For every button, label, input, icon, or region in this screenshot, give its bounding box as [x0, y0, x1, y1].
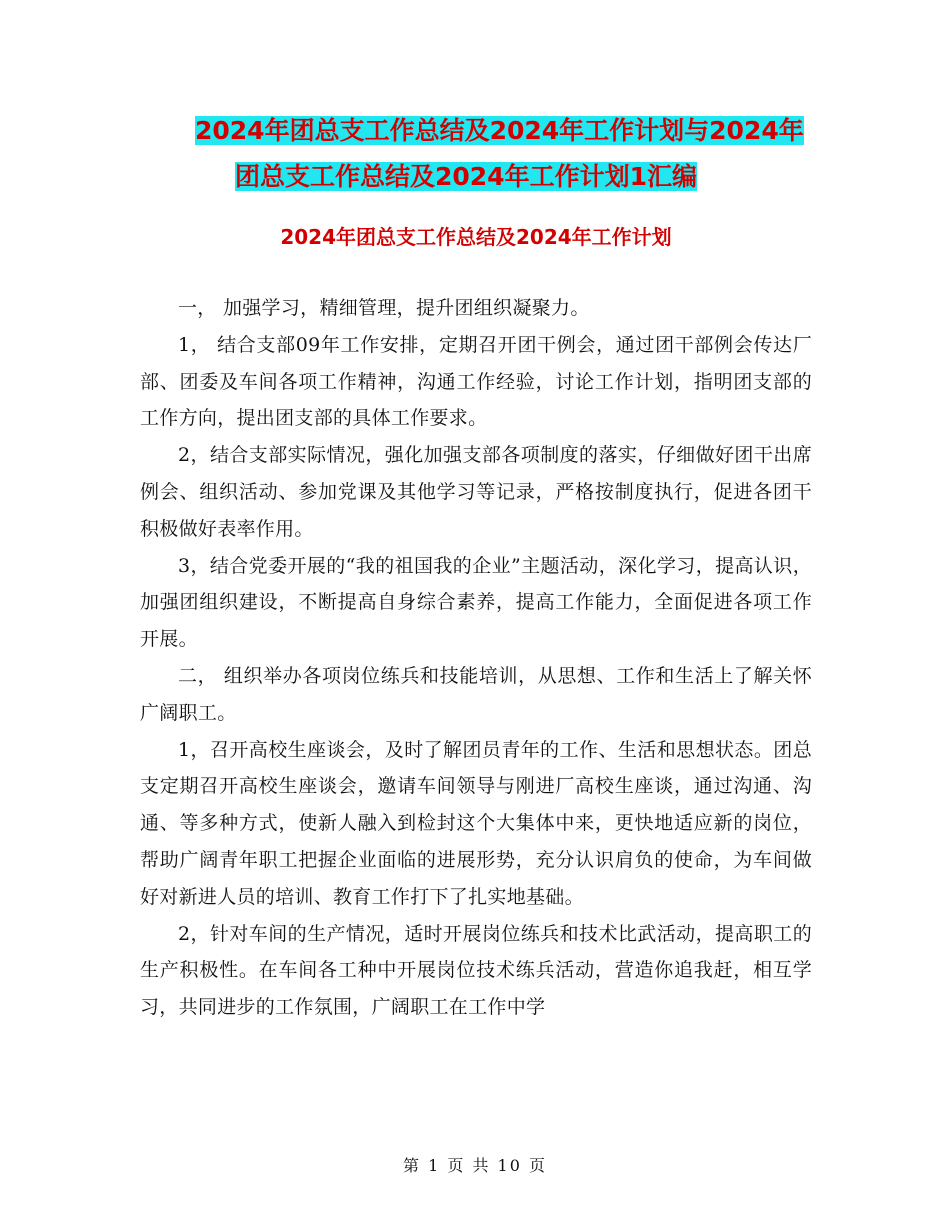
title-line-2 [140, 154, 820, 200]
page-footer: 第 1 页 共 10 页 [403, 1156, 547, 1175]
paragraph: 3，结合党委开展的“我的祖国我的企业”主题活动，深化学习，提高认识，加强团组织建设，不断提高自身综合素养，提高工作能力，全面促进各项工作开展。 [140, 554, 812, 651]
paragraph: 1， 结合支部09年工作安排，定期召开团干例会，通过团干部例会传达厂部、团委及车间各项工作精神，沟通工作经验，讨论工作计划，指明团支部的工作方向，提出团支部的具体工作要求。 [140, 333, 812, 430]
paragraph: 二， 组织举办各项岗位练兵和技能培训，从思想、工作和生活上了解关怀广阔职工。 [140, 664, 812, 724]
paragraph: 一， 加强学习，精细管理，提升团组织凝聚力。 [178, 297, 590, 319]
document-body [140, 290, 812, 1026]
paragraph: 2，结合支部实际情况，强化加强支部各项制度的落实，仔细做好团干出席例会、组织活动、参加党课及其他学习等记录，严格按制度执行，促进各团干积极做好表率作用。 [140, 444, 812, 540]
title-line-1 [140, 108, 820, 154]
paragraph: 1，召开高校生座谈会，及时了解团员青年的工作、生活和思想状态。团总支定期召开高校生座谈会，邀请车间领导与刚进厂高校生座谈，通过沟通、沟通、等多种方式，使新人融入到检封这个大集体中来，更快地适应新的岗位，帮助广阔青年职工把握企业面临的进展形势，充分认识肩负的使命，为车间做好对新进人员的培训、教育工作打下了扎实地基础。 [140, 738, 812, 908]
title-line-1-text: 2024年团总支工作总结及2024年工作计划与2024年 [195, 116, 804, 145]
document-title [140, 108, 820, 200]
title-line-2-text: 团总支工作总结及2024年工作计划1汇编 [235, 162, 697, 191]
section-title: 2024年团总支工作总结及2024年工作计划 [280, 225, 672, 249]
paragraph: 2，针对车间的生产情况，适时开展岗位练兵和技术比武活动，提高职工的生产积极性。在车间各工种中开展岗位技术练兵活动，营造你追我赶，相互学习，共同进步的工作氛围，广阔职工在工作中学 [140, 922, 812, 1019]
